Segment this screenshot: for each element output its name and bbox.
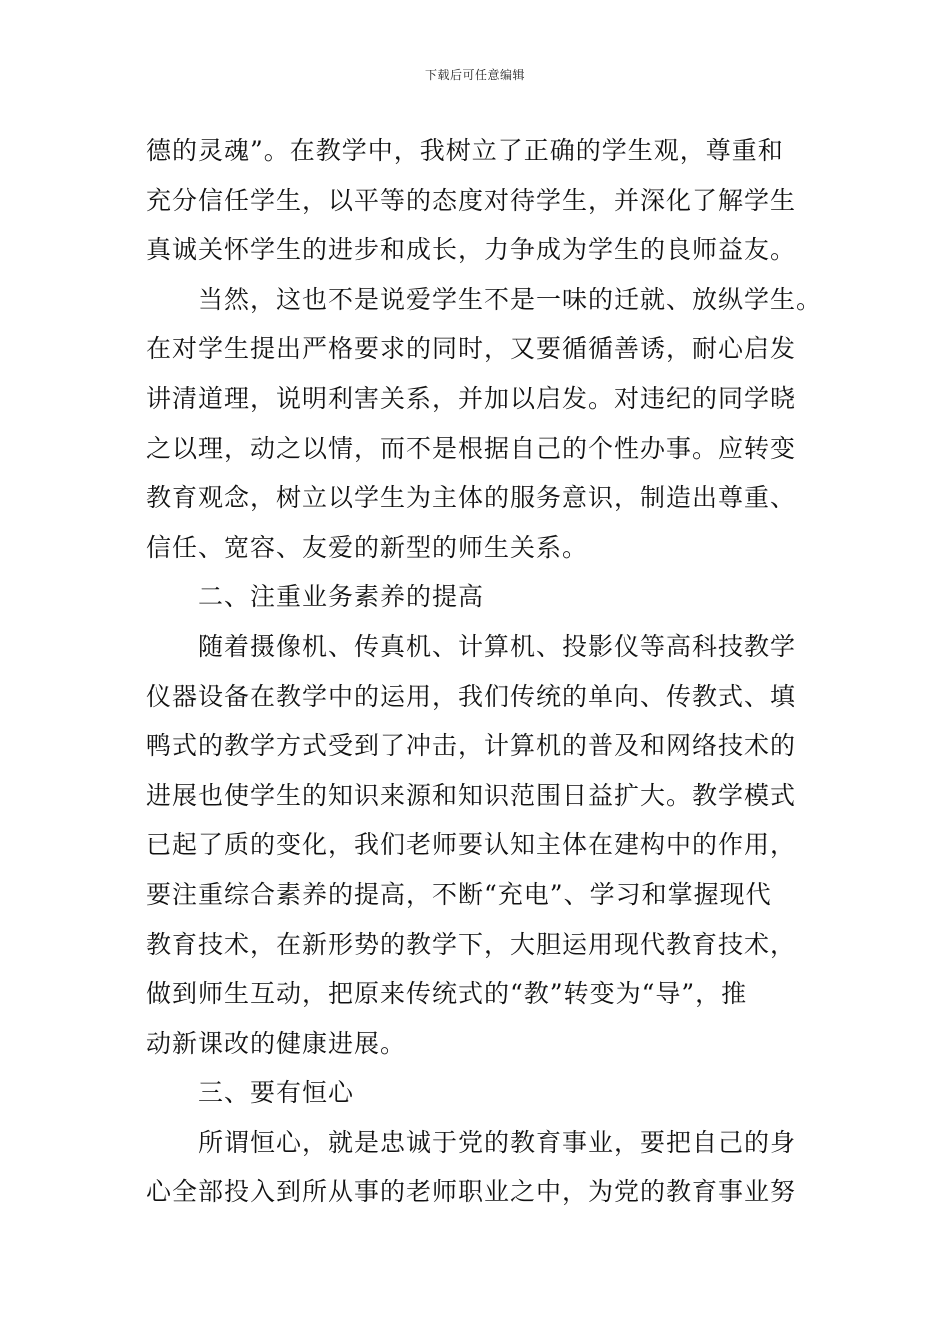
section-heading: 三、要有恒心 <box>198 1078 355 1108</box>
text-line: 教育观念，树立以学生为主体的服务意识，制造出尊重、 <box>146 483 797 513</box>
text-line: 动新课改的健康进展。 <box>146 1028 407 1058</box>
document-body <box>146 126 823 1217</box>
text-line: 教育技术，在新形势的教学下，大胆运用现代教育技术， <box>146 929 797 959</box>
text-line: 鸭式的教学方式受到了冲击，计算机的普及和网络技术的 <box>146 731 797 761</box>
text-line: 德的灵魂”。在教学中，我树立了正确的学生观，尊重和 <box>146 136 784 165</box>
text-line: 真诚关怀学生的进步和成长，力争成为学生的良师益友。 <box>146 235 797 265</box>
page-header: 下载后可任意编辑 <box>424 68 525 82</box>
text-line: 心全部投入到所从事的老师职业之中，为党的教育事业努 <box>146 1177 797 1207</box>
text-line: 充分信任学生，以平等的态度对待学生，并深化了解学生 <box>146 185 797 215</box>
text-line: 做到师生互动，把原来传统式的“教”转变为“导”，推 <box>146 979 748 1009</box>
paragraph-start-line: 当然，这也不是说爱学生不是一味的迁就、放纵学生。 <box>198 284 823 314</box>
text-line: 已起了质的变化，我们老师要认知主体在建构中的作用， <box>146 830 797 860</box>
text-line: 之以理，动之以情，而不是根据自己的个性办事。应转变 <box>146 433 797 463</box>
section-heading: 二、注重业务素养的提高 <box>198 582 485 612</box>
paragraph-start-line: 所谓恒心，就是忠诚于党的教育事业，要把自己的身 <box>198 1127 797 1157</box>
text-line: 信任、宽容、友爱的新型的师生关系。 <box>146 532 589 562</box>
text-line: 要注重综合素养的提高，不断“充电”、学习和掌握现代 <box>146 879 772 909</box>
text-line: 进展也使学生的知识来源和知识范围日益扩大。教学模式 <box>146 780 797 810</box>
text-line: 在对学生提出严格要求的同时，又要循循善诱，耐心启发 <box>146 334 797 364</box>
text-line: 仪器设备在教学中的运用，我们传统的单向、传教式、填 <box>146 681 797 711</box>
paragraph-start-line: 随着摄像机、传真机、计算机、投影仪等高科技教学 <box>198 631 797 661</box>
text-line: 讲清道理，说明利害关系，并加以启发。对违纪的同学晓 <box>146 383 797 413</box>
